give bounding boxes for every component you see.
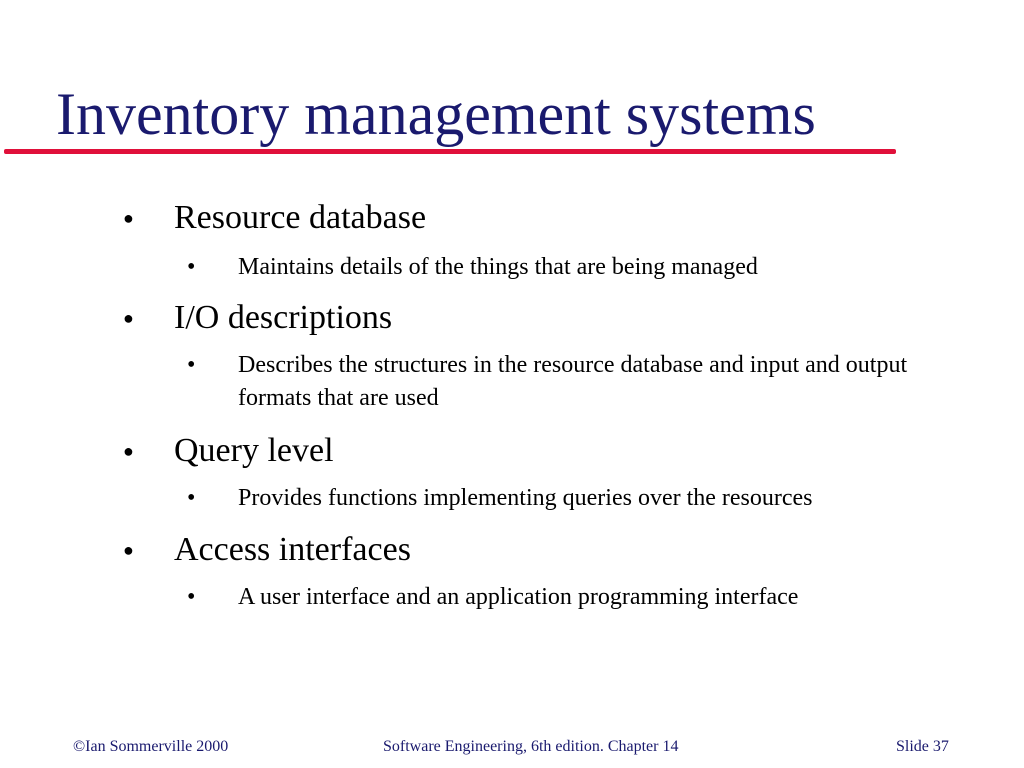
slide-title: Inventory management systems: [56, 81, 816, 147]
bullet-dot-icon: ●: [123, 441, 134, 461]
sub-bullet-icon: •: [187, 254, 196, 280]
bullet-dot-icon: ●: [123, 208, 134, 228]
footer-copyright: ©Ian Sommerville 2000: [73, 738, 229, 755]
footer-slide-number: Slide 37: [896, 738, 949, 755]
sub-bullet-icon: •: [187, 352, 196, 378]
bullet-dot-icon: ●: [123, 540, 134, 560]
sub-bullet-query-level: Provides functions implementing queries over the resources: [238, 485, 813, 511]
sub-bullet-access-interfaces: A user interface and an application programming interface: [238, 584, 799, 610]
sub-bullet-icon: •: [187, 485, 196, 511]
bullet-io-descriptions: I/O descriptions: [174, 299, 393, 336]
sub-bullet-resource-database: Maintains details of the things that are being managed: [238, 254, 758, 280]
footer-book-title: Software Engineering, 6th edition. Chapter 14: [383, 738, 679, 755]
bullet-dot-icon: ●: [123, 308, 134, 328]
sub-bullet-icon: •: [187, 584, 196, 610]
sub-bullet-io-descriptions: Describes the structures in the resource database and input and output formats that are used: [238, 352, 908, 411]
bullet-query-level: Query level: [174, 432, 334, 469]
bullet-access-interfaces: Access interfaces: [174, 531, 411, 568]
bullet-resource-database: Resource database: [174, 199, 427, 236]
